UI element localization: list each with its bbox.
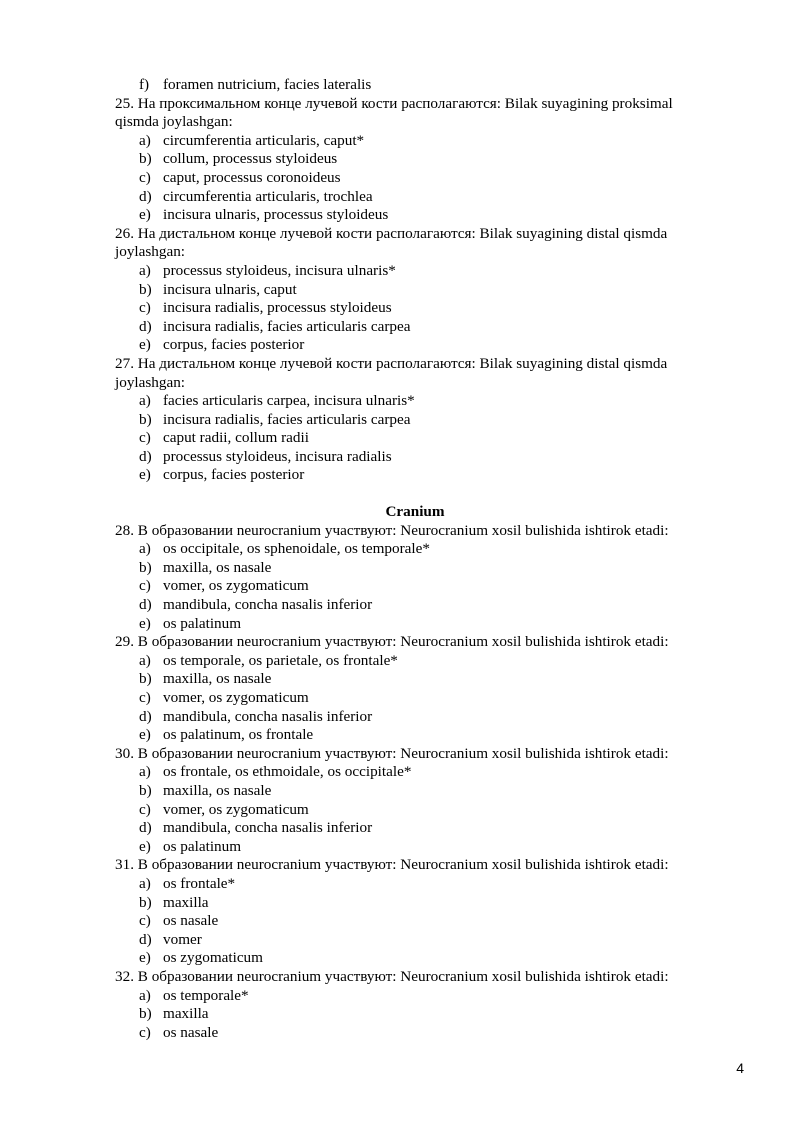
option-text: maxilla	[163, 893, 209, 911]
option-text: vomer	[163, 930, 202, 948]
option-letter: e)	[139, 614, 151, 632]
answer-option	[115, 540, 715, 559]
option-letter: a)	[139, 763, 151, 781]
page-number: 4	[736, 1060, 744, 1076]
option-text: caput, processus coronoideus	[163, 168, 341, 186]
answer-option	[115, 188, 715, 207]
option-letter: e)	[139, 837, 151, 855]
question-text: 26. На дистальном конце лучевой кости располагаются: Bilak suyagining distal qismda joylashgan:	[115, 224, 668, 261]
option-letter: e)	[139, 726, 151, 744]
option-letter: e)	[139, 466, 151, 484]
option-text: mandibula, concha nasalis inferior	[163, 707, 373, 725]
answer-option	[115, 596, 715, 615]
option-letter: d)	[139, 447, 152, 465]
option-letter: c)	[139, 168, 151, 186]
answer-option	[115, 912, 715, 931]
option-letter: d)	[139, 596, 152, 614]
question-text: 28. В образовании neurocranium участвуют: Neurocranium xosil bulishida ishtirok etadi:	[115, 521, 669, 539]
answer-option	[115, 615, 715, 634]
option-letter: e)	[139, 206, 151, 224]
answer-option	[115, 262, 715, 281]
answer-option	[115, 132, 715, 151]
option-text: processus styloideus, incisura radialis	[163, 447, 392, 465]
option-text: vomer, os zygomaticum	[163, 577, 309, 595]
option-text: incisura radialis, facies articularis carpea	[163, 317, 411, 335]
option-text: os palatinum, os frontale	[163, 726, 314, 744]
option-text: maxilla, os nasale	[163, 781, 272, 799]
answer-option	[115, 448, 715, 467]
option-letter: b)	[139, 410, 152, 428]
option-letter: c)	[139, 299, 151, 317]
document-page	[115, 76, 715, 1042]
option-letter: b)	[139, 1005, 152, 1023]
option-text: corpus, facies posterior	[163, 336, 305, 354]
answer-option	[115, 708, 715, 727]
option-letter: b)	[139, 558, 152, 576]
answer-option	[115, 763, 715, 782]
option-text: foramen nutricium, facies lateralis	[163, 76, 372, 93]
answer-option	[115, 801, 715, 820]
option-text: os occipitale, os sphenoidale, os temporale*	[163, 540, 430, 558]
option-text: processus styloideus, incisura ulnaris*	[163, 261, 396, 279]
answer-option	[115, 169, 715, 188]
question-block	[115, 522, 715, 634]
answer-option	[115, 466, 715, 485]
answer-option	[115, 819, 715, 838]
option-letter: a)	[139, 392, 151, 410]
option-text: circumferentia articularis, trochlea	[163, 187, 373, 205]
option-letter: b)	[139, 893, 152, 911]
option-letter: e)	[139, 336, 151, 354]
option-text: os frontale*	[163, 874, 236, 892]
option-text: os nasale	[163, 912, 219, 930]
question-text: 25. На проксимальном конце лучевой кости располагаются: Bilak suyagining proksimal qismda joylashgan:	[115, 94, 673, 131]
option-letter: a)	[139, 261, 151, 279]
answer-option	[115, 987, 715, 1006]
option-text: os temporale*	[163, 986, 249, 1004]
answer-option	[115, 1024, 715, 1043]
answer-option	[115, 559, 715, 578]
question-text: 27. На дистальном конце лучевой кости располагаются: Bilak suyagining distal qismda joylashgan:	[115, 354, 668, 391]
option-letter: c)	[139, 577, 151, 595]
option-text: caput radii, collum radii	[163, 429, 309, 447]
answer-option	[115, 318, 715, 337]
section-title: Cranium	[385, 503, 445, 521]
answer-option	[115, 429, 715, 448]
option-text: os temporale, os parietale, os frontale*	[163, 651, 398, 669]
answer-option	[115, 336, 715, 355]
answer-option	[115, 577, 715, 596]
option-text: maxilla	[163, 1005, 209, 1023]
option-text: maxilla, os nasale	[163, 670, 272, 688]
question-block	[115, 225, 715, 355]
continued-options	[115, 76, 715, 95]
option-text: mandibula, concha nasalis inferior	[163, 596, 373, 614]
option-text: mandibula, concha nasalis inferior	[163, 819, 373, 837]
answer-option	[115, 670, 715, 689]
option-text: vomer, os zygomaticum	[163, 689, 309, 706]
option-text: os palatinum	[163, 614, 242, 632]
option-letter: f)	[139, 76, 150, 93]
option-letter: a)	[139, 874, 151, 892]
option-letter: d)	[139, 819, 152, 837]
option-text: incisura radialis, processus styloideus	[163, 299, 392, 317]
option-text: incisura ulnaris, caput	[163, 280, 297, 298]
option-letter: c)	[139, 800, 151, 818]
answer-option	[115, 726, 715, 745]
answer-option	[115, 931, 715, 950]
answer-option	[115, 1005, 715, 1024]
answer-option	[115, 411, 715, 430]
option-text: maxilla, os nasale	[163, 558, 272, 576]
question-text: 31. В образовании neurocranium участвуют: Neurocranium xosil bulishida ishtirok etadi:	[115, 856, 669, 874]
option-letter: a)	[139, 131, 151, 149]
answer-option	[115, 782, 715, 801]
answer-option	[115, 206, 715, 225]
option-text: collum, processus styloideus	[163, 150, 338, 168]
question-group-radius	[115, 95, 715, 485]
question-text: 32. В образовании neurocranium участвуют: Neurocranium xosil bulishida ishtirok etadi:	[115, 967, 669, 985]
option-text: circumferentia articularis, caput*	[163, 131, 365, 149]
option-letter: d)	[139, 187, 152, 205]
option-text: os nasale	[163, 1023, 219, 1041]
question-group-cranium	[115, 522, 715, 1043]
option-letter: d)	[139, 707, 152, 725]
option-text: facies articularis carpea, incisura ulnaris*	[163, 392, 415, 410]
option-letter: a)	[139, 986, 151, 1004]
option-letter: b)	[139, 670, 152, 688]
option-text: vomer, os zygomaticum	[163, 800, 309, 818]
answer-option	[115, 652, 715, 671]
option-text: incisura radialis, facies articularis carpea	[163, 410, 411, 428]
option-text: os frontale, os ethmoidale, os occipitale*	[163, 763, 412, 781]
question-block	[115, 95, 715, 225]
option-text: os palatinum	[163, 837, 242, 855]
option-letter: b)	[139, 781, 152, 799]
option-letter: c)	[139, 689, 151, 706]
option-letter: a)	[139, 540, 151, 558]
answer-option	[115, 392, 715, 411]
option-letter: d)	[139, 317, 152, 335]
answer-option	[115, 894, 715, 913]
question-text: 30. В образовании neurocranium участвуют: Neurocranium xosil bulishida ishtirok etadi:	[115, 744, 669, 762]
answer-option	[115, 689, 715, 708]
option-letter: b)	[139, 280, 152, 298]
answer-option	[115, 838, 715, 857]
question-block	[115, 745, 715, 857]
option-letter: e)	[139, 949, 151, 967]
question-block	[115, 633, 715, 745]
option-text: incisura ulnaris, processus styloideus	[163, 206, 389, 224]
option-letter: c)	[139, 429, 151, 447]
question-block	[115, 856, 715, 968]
option-text: os zygomaticum	[163, 949, 263, 967]
answer-option	[115, 949, 715, 968]
option-letter: c)	[139, 1023, 151, 1041]
option-text: corpus, facies posterior	[163, 466, 305, 484]
answer-option	[115, 281, 715, 300]
option-letter: b)	[139, 150, 152, 168]
question-block	[115, 355, 715, 485]
option-letter: c)	[139, 912, 151, 930]
option-letter: d)	[139, 930, 152, 948]
answer-option	[115, 150, 715, 169]
question-block	[115, 968, 715, 1042]
answer-option	[115, 299, 715, 318]
question-text: 29. В образовании neurocranium участвуют: Neurocranium xosil bulishida ishtirok etadi:	[115, 633, 669, 651]
answer-option	[115, 76, 715, 95]
option-letter: a)	[139, 651, 151, 669]
answer-option	[115, 875, 715, 894]
